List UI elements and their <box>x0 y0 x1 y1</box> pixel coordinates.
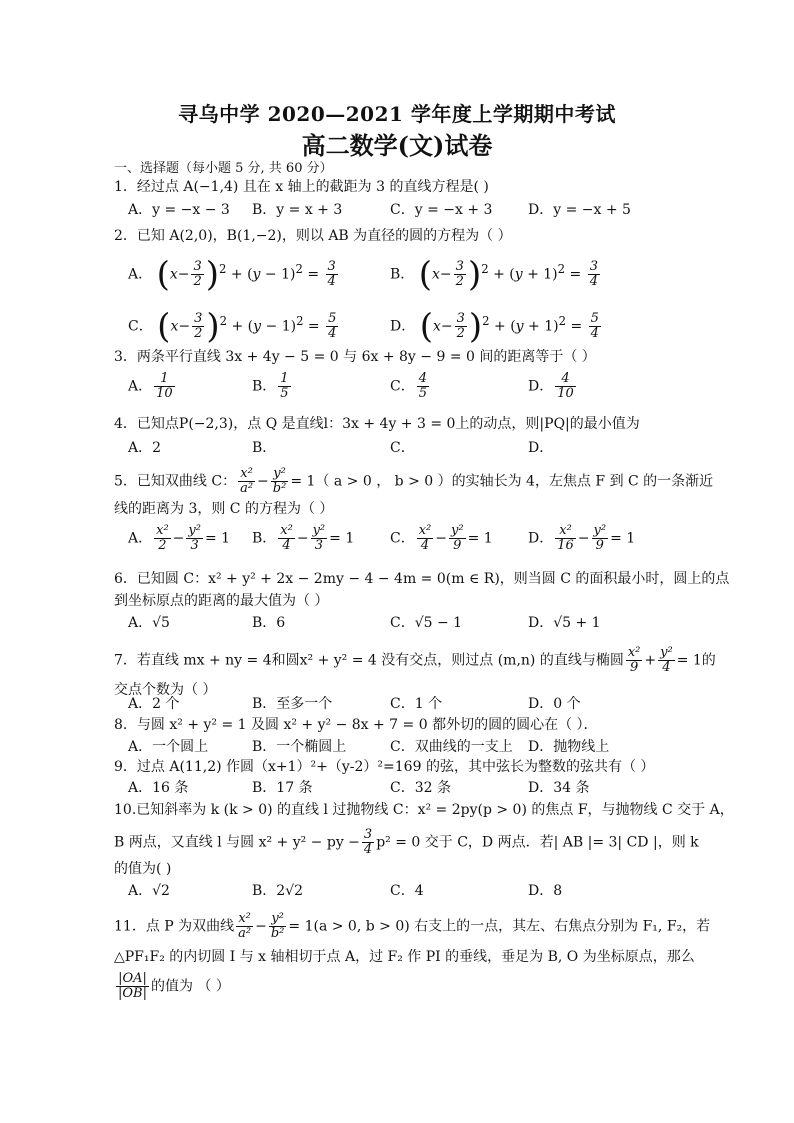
question-10-option-a: A．√2 <box>128 883 170 899</box>
question-1-option-c: C．y = −x + 3 <box>390 202 493 218</box>
question-6-option-c: C．√5 − 1 <box>390 615 463 631</box>
question-7-option-d: D．0 个 <box>528 696 581 712</box>
exam-title: 寻乌中学 2020—2021 学年度上学期期中考试 <box>178 102 616 126</box>
question-11-stem-line3 <box>114 972 694 1001</box>
question-8-option-c: C．双曲线的一支上 <box>390 739 513 755</box>
question-5-option-c-label: C． <box>390 530 415 547</box>
question-10-option-b: B．2√2 <box>252 883 304 899</box>
question-2-option-b: B． (x− $\frac{3}{2}$ )$^2 + (y + 1)^2$ = $\frac{3}{4}$ <box>390 254 598 295</box>
question-1-option-b: B．y = x + 3 <box>252 202 343 218</box>
question-5-stem-start: 5．已知双曲线 C： <box>114 473 237 490</box>
question-1-stem: 1．经过点 A(−1,4) 且在 x 轴上的截距为 3 的直线方程是( ) <box>114 179 489 195</box>
question-5-option-c: C． $\frac{\text{x²}}{4}$ − $\frac{\text{y²}}{9}$ = 1 <box>390 523 493 553</box>
question-3-option-b: B． $\frac{1}{5}$ <box>252 371 289 401</box>
question-2-option-a: A． (x− $\frac{3}{2}$ )$^2 + (y - 1)^2$ = $\frac{3}{4}$ <box>128 254 336 295</box>
question-10-stem-line3: 的值为( ) <box>114 861 172 877</box>
exam-subtitle: 高二数学(文)试卷 <box>301 131 493 160</box>
question-11-stem-end: = 1(a > 0, b > 0) 右支上的一点，其左、右焦点分别为 F₁, F₂，若 <box>288 918 711 935</box>
question-2-option-c: C． (x− $\frac{3}{2}$ )$^2 + (y - 1)^2$ = $\frac{5}{4}$ <box>128 306 337 347</box>
question-7-stem: 7．若直线 mx + ny = 4和圆x² + y² = 4 没有交点，则过点 (m,n) 的直线与椭圆 $\frac{\text{x²}}{9}$ + $\frac{\text{y²}}{4}$ = 1的 <box>114 645 716 675</box>
question-6-stem-line2: 到坐标原点的距离的最大值为（ ） <box>114 593 329 609</box>
question-11-stem-start: 11．点 P 为双曲线 <box>114 918 235 935</box>
question-4-option-d: D． <box>528 440 554 456</box>
question-3-option-b-label: B． <box>252 378 277 395</box>
question-1-option-a: A．y = −x − 3 <box>128 202 230 218</box>
question-6-stem: 6．已知圆 C：x² + y² + 2x − 2my − 4 − 4m = 0(m ∈ R)，则当圆 C 的面积最小时，圆上的点 <box>114 571 730 587</box>
question-3-option-a: A． $\frac{1}{10}$ <box>128 371 173 401</box>
question-5-option-d: D． $\frac{\text{x²}}{16}$ − $\frac{\text{y²}}{9}$ = 1 <box>528 523 636 553</box>
question-5-option-d-label: D． <box>528 530 554 547</box>
question-9-option-c: C．32 条 <box>390 780 451 796</box>
section-heading: 一、选择题（每小题 5 分, 共 60 分） <box>114 161 333 176</box>
question-11-stem-line2: △PF₁F₂ 的内切圆 I 与 x 轴相切于点 A，过 F₂ 作 PI 的垂线，垂足为 B, O 为坐标原点，那么 <box>114 949 695 965</box>
question-2-option-c-label: C． <box>128 318 153 335</box>
question-9-option-a: A．16 条 <box>128 780 189 796</box>
question-2-option-d-label: D． <box>390 318 416 335</box>
question-10-stem-line2: B 两点，又直线 l 与圆 x² + y² − py − $\frac{3}{4}$ p² = 0 交于 C，D 两点．若| AB |= 3| CD |，则 k <box>114 827 699 857</box>
question-4-stem: 4．已知点P(−2,3)，点 Q 是直线l：3x + 4y + 3 = 0上的动点，则|PQ|的最小值为 <box>114 416 640 432</box>
question-9-stem: 9．过点 A(11,2) 作圆（x+1）²+（y-2）²=169 的弦，其中弦长为整数的弦共有（ ） <box>114 759 655 775</box>
question-2-option-d: D． (x− $\frac{3}{2}$ )$^2 + (y + 1)^2$ = $\frac{5}{4}$ <box>390 306 599 347</box>
question-10-stem: 10.已知斜率为 k (k > 0) 的直线 l 过抛物线 C：x² = 2py(p > 0) 的焦点 F，与抛物线 C 交于 A， <box>114 802 734 818</box>
question-5-stem-line2: 线的距离为 3，则 C 的方程为（ ） <box>114 501 334 517</box>
question-3-option-d-label: D． <box>528 378 554 395</box>
question-7-stem-end: = 1的 <box>676 652 716 669</box>
question-5-option-b: B． $\frac{\text{x²}}{4}$ − $\frac{\text{y²}}{3}$ = 1 <box>252 523 355 553</box>
question-3-option-c: C． $\frac{4}{5}$ <box>390 371 427 401</box>
question-5-option-a-label: A． <box>128 530 153 547</box>
question-8-stem: 8．与圆 x² + y² = 1 及圆 x² + y² − 8x + 7 = 0 都外切的圆的圆心在（ ）． <box>114 717 598 733</box>
question-6-option-a: A．√5 <box>128 615 170 631</box>
question-7-option-b: B．至多一个 <box>252 696 333 712</box>
question-10-option-c: C．4 <box>390 883 424 899</box>
question-7-option-a: A．2 个 <box>128 696 180 712</box>
question-8-option-d: D．抛物线上 <box>528 739 610 755</box>
question-9-option-b: B．17 条 <box>252 780 313 796</box>
question-2-option-a-label: A． <box>128 266 153 283</box>
question-3-option-c-label: C． <box>390 378 415 395</box>
question-3-stem: 3．两条平行直线 3x + 4y − 5 = 0 与 6x + 8y − 9 = 0 间的距离等于（ ） <box>114 349 596 365</box>
question-4-option-b: B． <box>252 440 277 456</box>
question-11-stem: 11．点 P 为双曲线 $\frac{\text{x²}}{\text{a²}}$ − $\frac{\text{y²}}{\text{b²}}$ = 1(a > 0, b > 0) 右支上的一点，其左、右焦点分别为 F₁, F₂，若 <box>114 911 711 941</box>
question-3-option-a-label: A． <box>128 378 153 395</box>
question-8-option-a: A．一个圆上 <box>128 739 209 755</box>
question-6-option-d: D．√5 + 1 <box>528 615 601 631</box>
question-2-option-b-label: B． <box>390 266 415 283</box>
question-6-option-b: B．6 <box>252 615 286 631</box>
question-4-option-a: A．2 <box>128 440 162 456</box>
question-8-option-b: B．一个椭圆上 <box>252 739 347 755</box>
oa-over-ob-fraction: $\frac{|OA|}{|OB|}$ <box>118 971 147 1001</box>
question-10-stem-line2-start: B 两点，又直线 l 与圆 x² + y² − py − <box>114 834 360 851</box>
question-11-stem-line3-text: 的值为 （ ） <box>150 978 230 995</box>
question-7-option-c: C．1 个 <box>390 696 443 712</box>
question-10-stem-line2-end: p² = 0 交于 C，D 两点．若| AB |= 3| CD |，则 k <box>376 834 699 851</box>
question-5-option-b-label: B． <box>252 530 277 547</box>
question-3-option-d: D． $\frac{4}{10}$ <box>528 371 574 401</box>
question-1-option-d: D．y = −x + 5 <box>528 202 631 218</box>
question-5-stem-end: = 1（ a > 0 ， b > 0 ）的实轴长为 4，左焦点 F 到 C 的一条渐近 <box>290 473 714 490</box>
question-5-stem: 5．已知双曲线 C： $\frac{\text{x²}}{\text{a²}}$ − $\frac{\text{y²}}{\text{b²}}$ = 1（ a > 0 ， b > 0 ）的实轴长为 4，左焦点 F 到 C 的一条渐近 <box>114 466 714 496</box>
question-7-stem-start: 7．若直线 mx + ny = 4和圆x² + y² = 4 没有交点，则过点 (m,n) 的直线与椭圆 <box>114 652 624 669</box>
question-2-stem: 2．已知 A(2,0)，B(1,−2)，则以 AB 为直径的圆的方程为（ ） <box>114 228 512 244</box>
question-4-option-c: C． <box>390 440 415 456</box>
question-9-option-d: D．34 条 <box>528 780 590 796</box>
question-5-option-a: A． $\frac{\text{x²}}{2}$ − $\frac{\text{y²}}{3}$ = 1 <box>128 523 231 553</box>
question-10-option-d: D．8 <box>528 883 563 899</box>
question-7-stem-line2: 交点个数为（ ） <box>114 682 217 698</box>
